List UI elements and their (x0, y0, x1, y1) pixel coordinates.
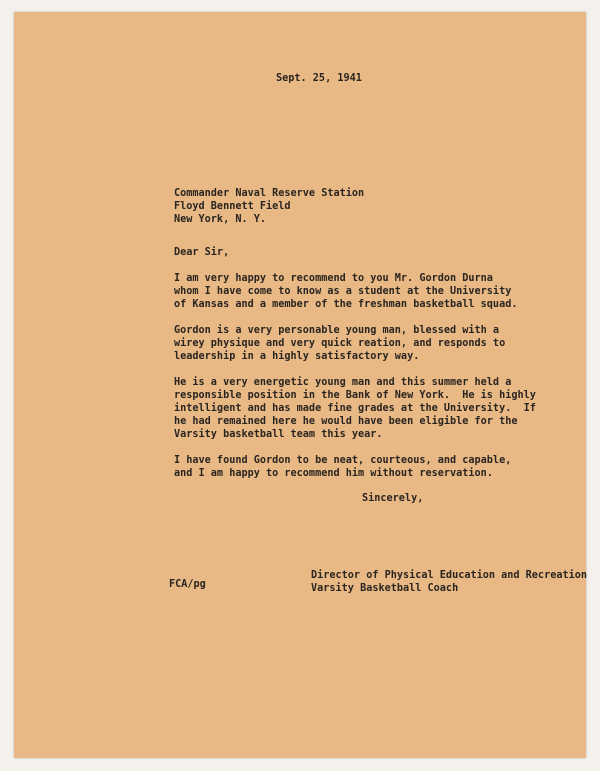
letter-page (14, 12, 586, 758)
body-line: Gordon is a very personable young man, blessed with a (174, 325, 500, 336)
body-line: I have found Gordon to be neat, courteous, and capable, (174, 455, 512, 466)
body-line: responsible position in the Bank of New York. He is highly (174, 390, 536, 401)
body-line: Varsity basketball team this year. (174, 429, 383, 440)
signature-title-line: Director of Physical Education and Recreation (311, 570, 588, 581)
recipient-line: New York, N. Y. (174, 214, 267, 225)
letter-date: Sept. 25, 1941 (276, 73, 362, 84)
signature-title-line: Varsity Basketball Coach (311, 583, 459, 594)
recipient-line: Floyd Bennett Field (174, 201, 291, 212)
body-line: leadership in a highly satisfactory way. (174, 351, 420, 362)
salutation: Dear Sir, (174, 247, 230, 258)
closing: Sincerely, (362, 493, 424, 504)
typist-initials: FCA/pg (169, 579, 206, 590)
body-line: he had remained here he would have been eligible for the (174, 416, 518, 427)
body-line: of Kansas and a member of the freshman basketball squad. (174, 299, 518, 310)
body-line: and I am happy to recommend him without reservation. (174, 468, 493, 479)
recipient-line: Commander Naval Reserve Station (174, 188, 365, 199)
body-line: whom I have come to know as a student at the University (174, 286, 512, 297)
body-line: He is a very energetic young man and this summer held a (174, 377, 512, 388)
body-line: intelligent and has made fine grades at the University. If (174, 403, 536, 414)
body-line: wirey physique and very quick reation, and responds to (174, 338, 506, 349)
body-line: I am very happy to recommend to you Mr. Gordon Durna (174, 273, 493, 284)
